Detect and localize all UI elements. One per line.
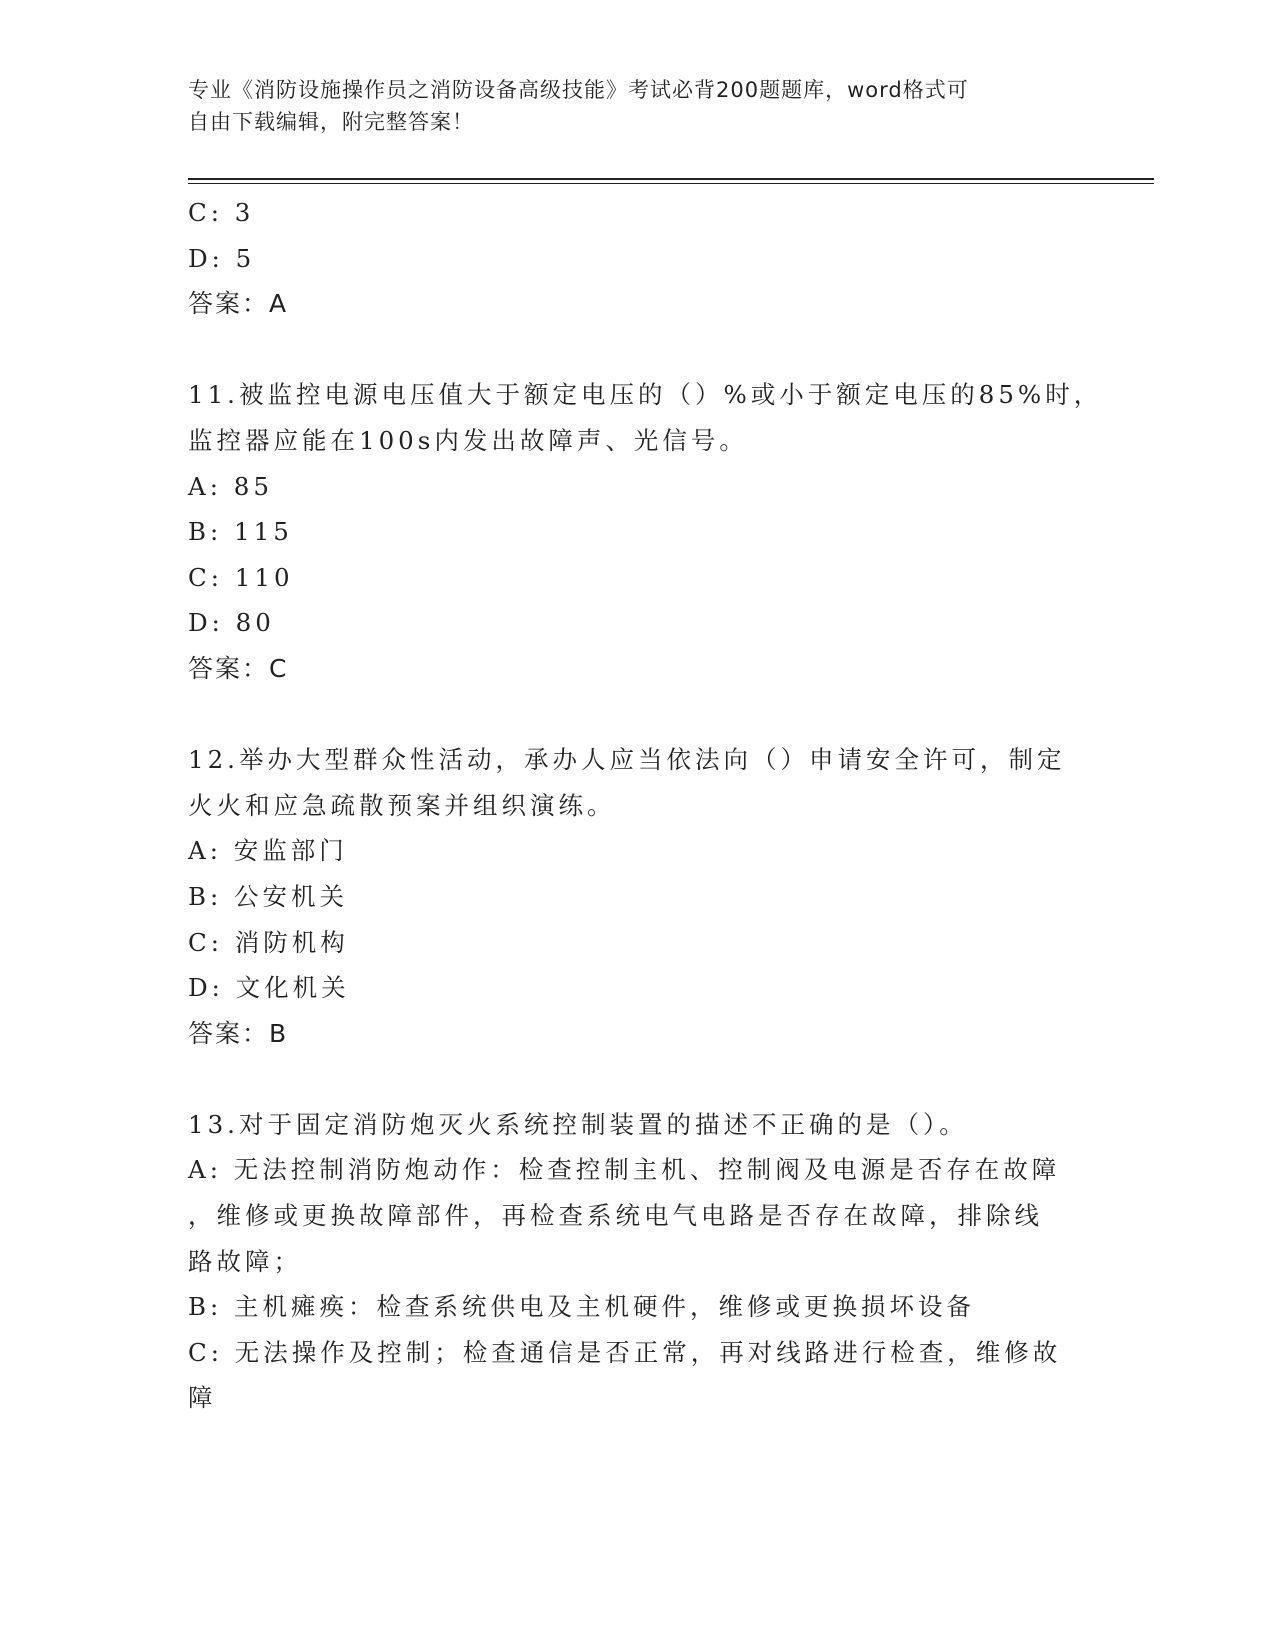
question-stem-line: 12.举办大型群众性活动，承办人应当依法向（）申请安全许可，制定 bbox=[188, 745, 1066, 775]
header-title-line-1: 专业《消防设施操作员之消防设备高级技能》考试必背200题题库，word格式可 bbox=[188, 78, 969, 102]
answer-line: 答案：A bbox=[188, 289, 289, 319]
option-d: D: 5 bbox=[188, 243, 256, 273]
question-stem-line: 火火和应急疏散预案并组织演练。 bbox=[188, 790, 616, 820]
question-stem-line: 监控器应能在100s内发出故障声、光信号。 bbox=[188, 425, 748, 455]
option-b: B: 主机瘫痪：检查系统供电及主机硬件，维修或更换损坏设备 bbox=[188, 1292, 976, 1322]
question-11 bbox=[188, 372, 1103, 691]
question-list bbox=[188, 190, 1103, 1421]
option-a-continued: 路故障； bbox=[188, 1246, 302, 1276]
option-c: C: 3 bbox=[188, 198, 255, 227]
question-stem-line: 11.被监控电源电压值大于额定电压的（）%或小于额定电压的85%时， bbox=[188, 380, 1103, 410]
question-12 bbox=[188, 737, 1088, 1056]
option-d: D: 80 bbox=[188, 608, 275, 638]
option-d: D: 文化机关 bbox=[188, 973, 350, 1003]
option-a: A: 无法控制消防炮动作：检查控制主机、控制阀及电源是否存在故障 bbox=[188, 1155, 1061, 1185]
option-a-continued: ，维修或更换故障部件，再检查系统电气电路是否存在故障，排除线 bbox=[188, 1201, 1043, 1231]
option-c-continued: 障 bbox=[188, 1383, 217, 1413]
question-13 bbox=[188, 1102, 1088, 1421]
option-c: C: 110 bbox=[188, 562, 294, 592]
header-divider-thick bbox=[188, 178, 1154, 180]
document-header bbox=[188, 74, 1068, 138]
header-divider-thin bbox=[188, 183, 1154, 184]
option-c: C: 消防机构 bbox=[188, 927, 349, 957]
answer-line: 答案：B bbox=[188, 1018, 289, 1048]
option-b: B: 115 bbox=[188, 517, 293, 547]
option-b: B: 公安机关 bbox=[188, 881, 349, 911]
option-a: A: 安监部门 bbox=[188, 836, 348, 866]
header-title-line-2: 自由下载编辑，附完整答案！ bbox=[188, 110, 474, 134]
question-stem-line: 13.对于固定消防炮灭火系统控制装置的描述不正确的是（）。 bbox=[188, 1109, 968, 1139]
option-c: C: 无法操作及控制；检查通信是否正常，再对线路进行检查，维修故 bbox=[188, 1337, 1062, 1367]
option-a: A: 85 bbox=[188, 471, 273, 501]
answer-line: 答案：C bbox=[188, 653, 289, 683]
